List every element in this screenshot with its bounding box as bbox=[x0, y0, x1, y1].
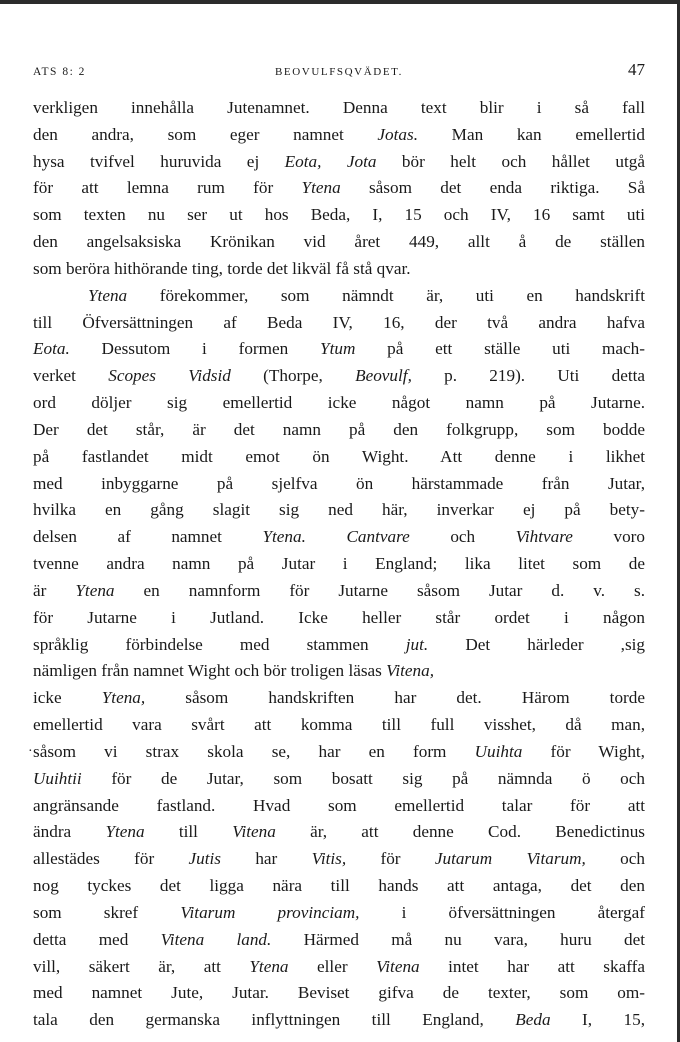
italic-segment: Vitena bbox=[376, 956, 420, 976]
italic-segment: jut. bbox=[405, 634, 429, 654]
text-segment: tvenne andra namn på Jutar i England; lika litet som de bbox=[33, 554, 645, 574]
text-segment: I, 15, bbox=[550, 1010, 645, 1030]
text-segment: har bbox=[220, 849, 312, 869]
text-line bbox=[33, 846, 645, 873]
running-title: BEOVULFSQVÄDET. bbox=[275, 66, 403, 78]
text-line bbox=[33, 310, 645, 337]
text-line bbox=[33, 927, 645, 954]
text-segment: ord döljer sig emellertid icke något namn på Jutarne. bbox=[33, 393, 645, 413]
text-line bbox=[33, 551, 645, 578]
italic-segment: Vihtvare bbox=[515, 527, 573, 547]
text-segment bbox=[306, 527, 347, 546]
text-line bbox=[33, 122, 645, 149]
text-segment: icke bbox=[33, 688, 102, 708]
italic-segment: Ytena bbox=[88, 285, 128, 305]
text-segment: bör helt och hållet utgå bbox=[376, 151, 645, 171]
scan-top-edge bbox=[0, 0, 680, 4]
text-segment: Der det står, är det namn på den folkgrupp, som bodde bbox=[33, 419, 645, 439]
text-line bbox=[33, 229, 645, 256]
text-segment: vill, säkert är, att bbox=[33, 956, 250, 976]
italic-segment: Beda bbox=[515, 1010, 551, 1030]
italic-segment: Uuihta bbox=[474, 741, 523, 761]
text-line bbox=[33, 256, 645, 283]
text-segment: och bbox=[409, 527, 516, 547]
text-line bbox=[33, 980, 645, 1007]
text-segment: är, att denne Cod. Benedictinus bbox=[275, 822, 645, 842]
text-segment: verkligen innehålla Jutenamnet. Denna text blir i så fall bbox=[33, 98, 645, 117]
italic-segment: Ytena, bbox=[101, 688, 146, 708]
text-line bbox=[33, 363, 645, 390]
text-line bbox=[33, 712, 645, 739]
text-line bbox=[33, 417, 645, 444]
text-line bbox=[33, 149, 645, 176]
text-segment: med inbyggarne på sjelfva ön härstammade från Jutar, bbox=[33, 473, 645, 493]
text-segment: såsom handskriften har det. Härom torde bbox=[145, 688, 645, 708]
text-segment: som beröra hithörande ting, torde det likväl få stå qvar. bbox=[33, 258, 411, 278]
italic-segment: Ytena bbox=[75, 580, 115, 600]
text-line bbox=[33, 390, 645, 417]
italic-segment: Ytena bbox=[105, 822, 145, 842]
text-segment: ändra bbox=[33, 822, 106, 842]
text-line bbox=[33, 336, 645, 363]
margin-mark: · bbox=[28, 744, 33, 759]
text-line bbox=[33, 175, 645, 202]
text-line bbox=[33, 95, 645, 122]
text-segment: verket bbox=[33, 366, 109, 386]
text-segment: till Öfversättningen af Beda IV, 16, der två andra hafva bbox=[33, 312, 645, 332]
italic-segment: Jutarum Vitarum, bbox=[434, 849, 586, 869]
italic-segment: Vitis, bbox=[311, 849, 347, 869]
text-segment: och bbox=[585, 849, 645, 869]
text-segment: den andra, som eger namnet bbox=[33, 124, 378, 144]
page-header bbox=[33, 62, 645, 86]
text-segment: i öfversättningen återgaf bbox=[359, 902, 645, 922]
text-line bbox=[33, 497, 645, 524]
text-line bbox=[33, 954, 645, 981]
text-segment: för bbox=[346, 849, 435, 869]
italic-segment: Ytena bbox=[301, 178, 341, 198]
text-segment: förekommer, som nämndt är, uti en handskrift bbox=[127, 285, 645, 305]
text-line bbox=[33, 632, 645, 659]
text-segment: nog tyckes det ligga nära till hands att antaga, det den bbox=[33, 876, 645, 896]
text-line bbox=[33, 793, 645, 820]
text-line bbox=[33, 283, 645, 310]
text-segment: för att lemna rum för bbox=[33, 178, 302, 198]
text-segment: som texten nu ser ut hos Beda, I, 15 och IV, 16 samt uti bbox=[33, 205, 645, 225]
text-line bbox=[33, 658, 645, 685]
text-line bbox=[33, 900, 645, 927]
italic-segment: Eota, Jota bbox=[284, 151, 377, 171]
text-segment: för Jutarne i Jutland. Icke heller står ordet i någon bbox=[33, 607, 645, 627]
text-line bbox=[33, 1007, 645, 1034]
text-segment: på fastlandet midt emot ön Wight. Att denne i likhet bbox=[33, 446, 645, 466]
text-segment: angränsande fastland. Hvad som emellertid talar för att bbox=[33, 795, 645, 815]
italic-segment: Vitena land. bbox=[160, 929, 272, 949]
text-segment: Dessutom i formen bbox=[69, 339, 321, 359]
text-segment: hysa tvifvel huruvida ej bbox=[33, 151, 285, 171]
text-line bbox=[33, 605, 645, 632]
text-segment: till bbox=[144, 822, 233, 842]
text-segment: voro bbox=[572, 527, 645, 547]
page-number: 47 bbox=[628, 60, 645, 79]
signature-mark: ATS 8: 2 bbox=[33, 66, 86, 78]
text-segment: (Thorpe, bbox=[230, 366, 356, 386]
text-line bbox=[33, 819, 645, 846]
text-segment: är bbox=[33, 580, 76, 600]
text-segment: en namnform för Jutarne såsom Jutar d. v. s. bbox=[114, 580, 645, 600]
text-segment: på ett ställe uti mach- bbox=[355, 339, 645, 359]
text-segment: emellertid vara svårt att komma till full visshet, då man, bbox=[33, 715, 645, 735]
italic-segment: Uuihtii bbox=[33, 768, 82, 788]
text-segment: tala den germanska inflyttningen till England, bbox=[33, 1010, 516, 1030]
italic-segment: Jotas. bbox=[377, 124, 418, 144]
italic-segment: Beovulf, bbox=[355, 366, 412, 386]
text-line bbox=[33, 524, 645, 551]
italic-segment: Ytena. bbox=[262, 527, 306, 547]
text-segment: den angelsaksiska Krönikan vid året 449, allt å de ställen bbox=[33, 232, 645, 252]
text-line bbox=[33, 444, 645, 471]
text-segment: Det härleder ,sig bbox=[428, 634, 645, 654]
italic-segment: Jutis bbox=[188, 849, 221, 869]
italic-segment: Ytum bbox=[320, 339, 356, 359]
italic-segment: Vitena bbox=[232, 822, 276, 842]
body-text bbox=[33, 95, 645, 1034]
text-segment: detta med bbox=[33, 929, 161, 949]
text-segment: Man kan emellertid bbox=[418, 124, 645, 144]
italic-segment: Scopes Vidsid bbox=[108, 366, 231, 386]
text-segment: delsen af namnet bbox=[33, 527, 263, 547]
text-segment: hvilka en gång slagit sig ned här, inverkar ej på bety- bbox=[33, 500, 645, 520]
text-segment: för Wight, bbox=[522, 741, 645, 761]
italic-segment: Ytena bbox=[249, 956, 289, 976]
text-line bbox=[33, 471, 645, 498]
text-line bbox=[33, 873, 645, 900]
text-line bbox=[33, 766, 645, 793]
text-segment: allestädes för bbox=[33, 849, 189, 869]
text-segment: språklig förbindelse med stammen bbox=[33, 634, 406, 654]
text-line bbox=[33, 202, 645, 229]
italic-segment: Cantvare bbox=[346, 527, 410, 547]
italic-segment: Eota. bbox=[33, 339, 70, 359]
text-segment: som skref bbox=[33, 902, 181, 922]
italic-segment: Vitena, bbox=[386, 661, 435, 681]
text-segment: för de Jutar, som bosatt sig på nämnda ö och bbox=[81, 768, 645, 788]
italic-segment: Vitarum provinciam, bbox=[180, 902, 360, 922]
text-segment: såsom det enda riktiga. Så bbox=[340, 178, 645, 198]
text-line bbox=[33, 685, 645, 712]
text-line bbox=[33, 578, 645, 605]
text-segment: eller bbox=[288, 956, 377, 976]
text-segment: intet har att skaffa bbox=[419, 956, 645, 976]
text-segment: p. 219). Uti detta bbox=[411, 366, 646, 386]
text-line bbox=[33, 739, 645, 766]
text-segment: såsom vi strax skola se, har en form bbox=[33, 741, 475, 761]
text-segment: Härmed må nu vara, huru det bbox=[271, 929, 645, 949]
text-segment: med namnet Jute, Jutar. Beviset gifva de texter, som om- bbox=[33, 983, 645, 1003]
text-segment: nämligen från namnet Wight och bör troligen läsas bbox=[33, 661, 387, 681]
